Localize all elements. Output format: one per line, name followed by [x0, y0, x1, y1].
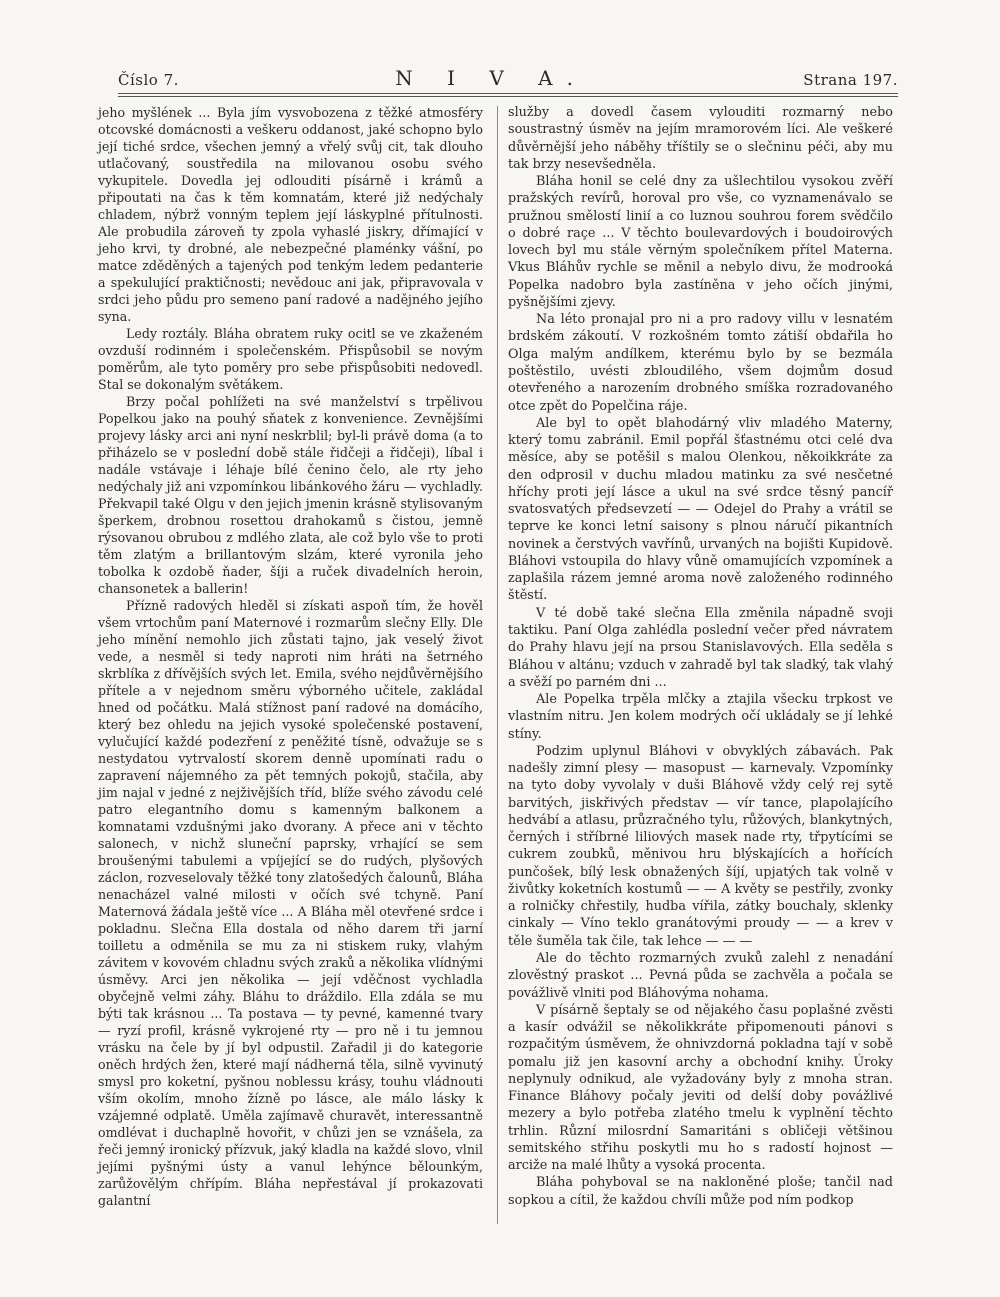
paragraph: V té době také slečna Ella změnila nápadně svoji taktiku. Paní Olga zahlédla poslední večer před návratem do Prahy hlavu její na prsou Stanislavových. Ella seděla s Bláhou v altánu; vzduch v zahradě byl tak sladký, tak vlahý a svěží po parném dni ... [508, 605, 893, 690]
page-header [118, 66, 898, 92]
left-column [98, 104, 483, 1209]
column-divider [497, 106, 498, 1224]
paragraph: jeho myšlének ... Byla jím vysvobozena z těžké atmosféry otcovské domácnosti a veškeru oddanost, jaké schopno bylo její tiché srdce, všechen jemný a vřelý svůj cit, tak dlouho utlačovaný, soustředila na milovanou osobu svého vykupitele. Dovedla jej odlouditi písárně i krámů a připoutati na čas k těm komnatám, které již nedýchaly chladem, nýbrž vonným teplem její láskyplné přítulnosti. Ale probudila zároveň ty zpola vyhaslé jiskry, dřímající v jeho krvi, ty drobné, ale nebezpečné plaménky vášní, po matce zděděných a tajených pod tenkým ledem pedanterie a spekulující praktičnosti; nevědouc ani jak, připravovala v srdci jeho půdu pro semeno paní radové a nadějného jejího syna. [98, 105, 483, 324]
page-number: Strana 197. [803, 71, 898, 89]
paragraph: Na léto pronajal pro ni a pro radovy villu v lesnatém brdském zákoutí. V rozkošném tomto zátiší obdařila ho Olga malým andílkem, kterému bylo by se bezmála poštěstilo, uvésti zbloudilého, všem dojmům dosud otevřeného a narozením drobného smíška rozradovaného otce zpět do Popelčina ráje. [508, 312, 893, 414]
paragraph: Ale byl to opět blahodárný vliv mladého Materny, který tomu zabránil. Emil popřál šťastnému otci celé dva měsíce, aby se potěšil s malou Olenkou, někoikkráte za den odprosil v duchu mladou matinku za své nesčetné hříchy proti její lásce a ukul na své srdce těsný pancíř svatosvatých předsevzetí — — Odejel do Prahy a vrátil se teprve ke konci letní saisony s plnou náručí pikantních novinek a čerstvých vavřínů, urvaných na bojišti Kupidově. Bláhovi vstoupila do hlavy vůně omamujících vzpomínek a zaplašila rázem jemné aroma nově založeného rodinného štěstí. [508, 415, 893, 604]
paragraph: Ale do těchto rozmarných zvuků zalehl z nenadání zlověstný praskot ... Pevná půda se zachvěla a počala se povážlivě vlniti pod Bláhovýma nohama. [508, 951, 893, 1001]
paragraph: Přízně radových hleděl si získati aspoň tím, že hověl všem vrtochům paní Maternové i rozmarům slečny Elly. Dle jeho mínění nemohlo jich zůstati tajno, jak veselý život vede, a nesměl si tedy naproti nim hráti na šetrného skrblíka z dřívějších svých let. Emila, svého nejdůvěrnějšího přítele a v nejednom směru výborného učitele, zakládal hned od počátku. Malá stížnost paní radové na domácího, který bez ohledu na jejich vysoké společenské postavení, vylučující každé podezření z peněžité tísně, odvažuje se s nestydatou vytrvalostí skorem denně upomínati radu o zapravení nájemného za pět temných pokojů, stačila, aby jim najal v jedné z nejživějších tříd, blíže svého závodu celé patro elegantního domu s kamenným balkonem a komnatami vzdušnými jako dvorany. A přece ani v těchto salonech, v nichž sluneční paprsky, vrhající se sem broušenými tabulemi a vpíjející se do rudých, plyšových záclon, rozveselovaly těžké tony zlatošedých čalounů, Bláha nenacházel valné milosti v očích své tchyně. Paní Maternová žádala ještě více ... A Bláha měl otevřené srdce i pokladnu. Slečna Ella dostala od něho darem tři jarní toilletu a odměnila se mu za ni stiskem ruky, vlahým závitem v kovovém chladnu svých zraků a několika vlídnými úsměvy. Arci jen několika — její vděčnost vychladla obyčejně velmi záhy. Bláhu to dráždilo. Ella zdála se mu býti tak krásnou ... Ta postava — ty pevné, kamenné tvary — ryzí profil, krásně vykrojené rty — pro ně i tu jemnou vrásku na čele by jí byl odpustil. Zařadil ji do kategorie oněch hrdých žen, které mají nádherná těla, silně vyvinutý smysl pro koketní, pyšnou noblessu krásy, touhu vládnouti vším okolím, mnoho žízně po lásce, ale málo lásky k vzájemné odplatě. Uměla zajímavě churavět, interessantně omdlévat i duchaplně hovořit, v chůzi jen se vznášela, za řeči jemný ironický přízvuk, jaký kladla na každé slovo, vlnil jejími pyšnými ústy a vanul lehýnce bělounkým, zarůžovělým chřípím. Bláha nepřestával jí prokazovati galantní [98, 598, 483, 1208]
paragraph: V písárně šeptaly se od nějakého času poplašné zvěsti a kasír odvážil se několikkráte připomenouti pánovi s rozpačitým úsměvem, že ohnivzdorná pokladna tají v sobě pomalu již jen kasovní archy a obchodní knihy. Úroky neplynuly odnikud, ale vyžadovány byly z mnoha stran. Finance Bláhovy počaly jeviti od delší doby povážlivé mezery a bylo potřeba zlatého tmelu k vyplnění těchto trhlin. Různí milosrdní Samaritáni s obličeji většinou semitského střihu poskytli mu ho s radostí hojnost — arciže na malé lhůty a vysoká procenta. [508, 1002, 893, 1174]
issue-number: Číslo 7. [118, 71, 179, 89]
paragraph: Bláha honil se celé dny za ušlechtilou vysokou zvěří pražských revírů, horoval pro vše, co vyznamenávalo se pružnou smělostí linií a co luznou souhrou forem svědčilo o dobré raçe ... V těchto boulevardových i boudoirových lovech byl mu stále věrným společníkem přítel Materna. Vkus Bláhův rychle se měnil a nebylo divu, že modrooká Popelka nadobro byla zastíněna v jeho očích jinými, pyšnějšími zjevy. [508, 174, 893, 310]
paragraph: Ledy roztály. Bláha obratem ruky ocitl se ve zkaženém ovzduší rodinném i společenském. Přispůsobil se novým poměrům, ale tyto poměry pro sebe přispůsobiti nedovedl. Stal se dokonalým světákem. [98, 326, 483, 392]
paragraph: Bláha pohyboval se na nakloněné ploše; tančil nad sopkou a cítil, že každou chvíli může pod ním podkop [508, 1175, 893, 1208]
journal-title: N I V A. [395, 66, 587, 90]
paragraph: služby a dovedl časem vylouditi rozmarný nebo soustrastný úsměv na jejím mramorovém líci. Ale veškeré důvěrnější jeho náběhy tříštily se o slečninu péči, aby mu tak brzy nesevšedněla. [508, 105, 893, 172]
paragraph: Ale Popelka trpěla mlčky a ztajila všecku trpkost ve vlastním nitru. Jen kolem modrých očí ukládaly se jí lehké stíny. [508, 692, 893, 742]
header-rule [118, 93, 898, 97]
paragraph: Podzim uplynul Bláhovi v obvyklých zábavách. Pak nadešly zimní plesy — masopust — karnevaly. Vzpomínky na tyto doby vyvolaly v duši Bláhově vždy celý rej sytě barvitých, jiskřivých představ — vír tance, plapolajícího hedvábí a atlasu, průzračného tylu, růžových, blankytných, černých i stříbrné liliových masek nade rty, třpytícími se cukrem zoubků, měnivou hru blýskajících a hořících punčošek, bílý lesk obnažených šíjí, upjatých tak volně v živůtky koketních kostumů — — A květy se pestřily, zvonky a rolničky chřestily, hudba vířila, zátky bouchaly, sklenky cinkaly — Víno teklo granátovými proudy — — a krev v těle šuměla tak čile, tak lehce — — — [508, 743, 893, 949]
right-column [508, 104, 893, 1209]
paragraph: Brzy počal pohlížeti na své manželství s trpělivou Popelkou jako na pouhý sňatek z konvenience. Zevnějšími projevy lásky arci ani nyní neskrblil; byl-li právě doma (a to přiházelo se v poslední době stále řidčeji a řidčeji), líbal i nadále vstávaje i léhaje bílé čenino čelo, ale rty jeho nedýchaly již ani vzpomínkou libánkového žáru — vychladly. Překvapil také Olgu v den jejich jmenin krásně stylisovaným šperkem, drobnou rosettou drahokamů s čistou, jemně rýsovanou obrubou z mdlého zlata, ale což bylo vše to proti těm zlatým a brillantovým slzám, které vyronila jeho tobolka k ozdobě ňader, šíji a ruček divadelních heroin, chansonetek a ballerin! [98, 394, 483, 596]
